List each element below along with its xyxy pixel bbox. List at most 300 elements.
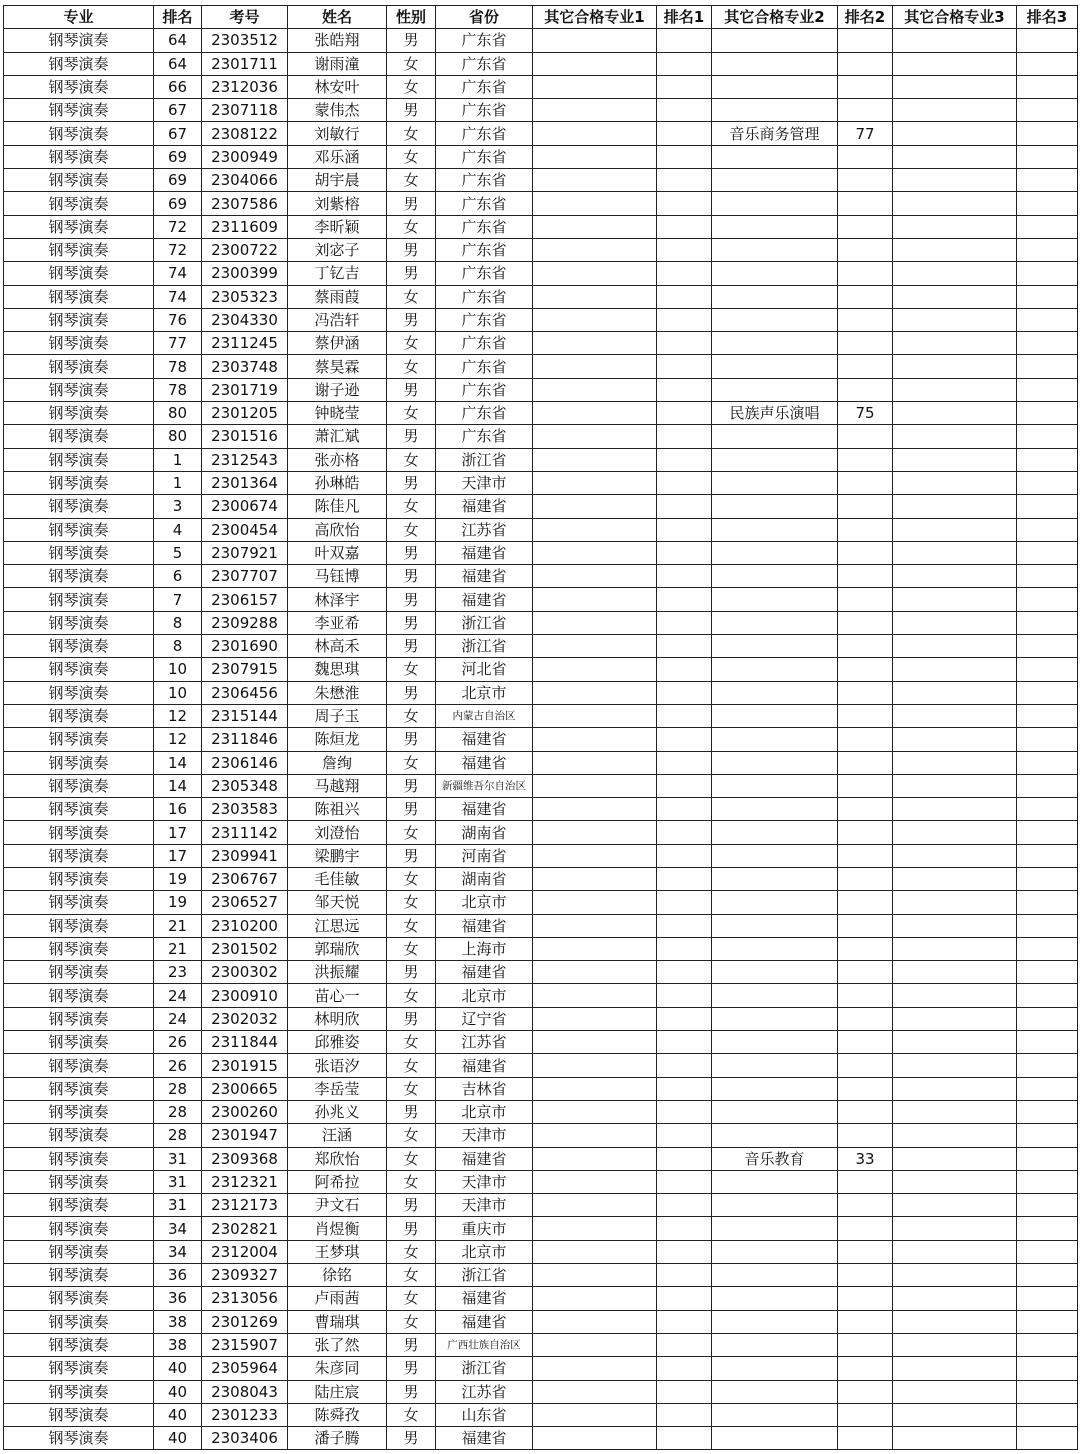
other-major-2-cell <box>712 308 838 331</box>
rank-1-cell <box>657 1333 712 1356</box>
gender-cell: 女 <box>387 332 436 355</box>
other-major-2-cell: 音乐商务管理 <box>712 122 838 145</box>
table-row <box>4 704 1078 727</box>
rank-3-cell <box>1017 914 1078 937</box>
table-row <box>4 1264 1078 1287</box>
table-row <box>4 1240 1078 1263</box>
other-major-2-cell <box>712 984 838 1007</box>
name-cell: 谢雨潼 <box>288 52 387 75</box>
rank-cell: 26 <box>154 1054 202 1077</box>
rank-2-cell <box>838 1240 893 1263</box>
name-cell: 林高禾 <box>288 635 387 658</box>
rank-2-cell <box>838 565 893 588</box>
rank-2-cell <box>838 145 893 168</box>
gender-cell: 女 <box>387 285 436 308</box>
table-row <box>4 914 1078 937</box>
exam-no-cell: 2304330 <box>202 308 288 331</box>
exam-no-cell: 2301719 <box>202 378 288 401</box>
exam-no-cell: 2312321 <box>202 1170 288 1193</box>
exam-no-cell: 2301233 <box>202 1403 288 1426</box>
col-header-exam-no: 考号 <box>202 6 288 29</box>
other-major-3-cell <box>893 1124 1017 1147</box>
other-major-1-cell <box>533 355 657 378</box>
table-row <box>4 798 1078 821</box>
name-cell: 朱懋淮 <box>288 681 387 704</box>
major-cell: 钢琴演奏 <box>4 1194 154 1217</box>
exam-no-cell: 2300302 <box>202 961 288 984</box>
rank-3-cell <box>1017 844 1078 867</box>
rank-3-cell <box>1017 215 1078 238</box>
other-major-2-cell <box>712 378 838 401</box>
gender-cell: 女 <box>387 495 436 518</box>
rank-cell: 66 <box>154 75 202 98</box>
rank-3-cell <box>1017 611 1078 634</box>
other-major-2-cell <box>712 1100 838 1123</box>
gender-cell: 男 <box>387 588 436 611</box>
other-major-3-cell <box>893 588 1017 611</box>
rank-cell: 69 <box>154 192 202 215</box>
rank-3-cell <box>1017 1310 1078 1333</box>
province-cell: 福建省 <box>436 1147 533 1170</box>
col-header-other-major-2: 其它合格专业2 <box>712 6 838 29</box>
col-header-rank-3: 排名3 <box>1017 6 1078 29</box>
header-row <box>4 6 1078 29</box>
name-cell: 李昕颖 <box>288 215 387 238</box>
rank-cell: 17 <box>154 844 202 867</box>
gender-cell: 男 <box>387 1333 436 1356</box>
other-major-2-cell <box>712 29 838 52</box>
gender-cell: 男 <box>387 1100 436 1123</box>
name-cell: 肖煜衡 <box>288 1217 387 1240</box>
province-cell: 广东省 <box>436 145 533 168</box>
table-row <box>4 448 1078 471</box>
other-major-2-cell <box>712 1240 838 1263</box>
major-cell: 钢琴演奏 <box>4 1170 154 1193</box>
rank-cell: 31 <box>154 1170 202 1193</box>
table-row <box>4 961 1078 984</box>
rank-2-cell <box>838 658 893 681</box>
exam-no-cell: 2301269 <box>202 1310 288 1333</box>
other-major-1-cell <box>533 728 657 751</box>
exam-no-cell: 2311844 <box>202 1031 288 1054</box>
other-major-1-cell <box>533 1287 657 1310</box>
rank-cell: 17 <box>154 821 202 844</box>
rank-1-cell <box>657 355 712 378</box>
other-major-3-cell <box>893 1077 1017 1100</box>
rank-cell: 28 <box>154 1124 202 1147</box>
rank-1-cell <box>657 1287 712 1310</box>
province-cell: 浙江省 <box>436 611 533 634</box>
major-cell: 钢琴演奏 <box>4 1031 154 1054</box>
gender-cell: 男 <box>387 1007 436 1030</box>
other-major-3-cell <box>893 425 1017 448</box>
gender-cell: 男 <box>387 798 436 821</box>
name-cell: 江思远 <box>288 914 387 937</box>
rank-3-cell <box>1017 1287 1078 1310</box>
rank-2-cell <box>838 471 893 494</box>
province-cell: 湖南省 <box>436 867 533 890</box>
name-cell: 陈舜孜 <box>288 1403 387 1426</box>
other-major-2-cell <box>712 1380 838 1403</box>
other-major-3-cell <box>893 169 1017 192</box>
gender-cell: 女 <box>387 1287 436 1310</box>
table-row <box>4 867 1078 890</box>
table-row <box>4 541 1078 564</box>
other-major-1-cell <box>533 99 657 122</box>
rank-cell: 12 <box>154 728 202 751</box>
other-major-3-cell <box>893 844 1017 867</box>
other-major-3-cell <box>893 681 1017 704</box>
rank-cell: 74 <box>154 262 202 285</box>
table-row <box>4 984 1078 1007</box>
rank-3-cell <box>1017 192 1078 215</box>
rank-1-cell <box>657 1357 712 1380</box>
other-major-2-cell <box>712 1031 838 1054</box>
gender-cell: 女 <box>387 1403 436 1426</box>
major-cell: 钢琴演奏 <box>4 145 154 168</box>
other-major-2-cell <box>712 1287 838 1310</box>
table-row <box>4 891 1078 914</box>
name-cell: 林泽宇 <box>288 588 387 611</box>
table-row <box>4 332 1078 355</box>
other-major-1-cell <box>533 495 657 518</box>
rank-cell: 21 <box>154 937 202 960</box>
gender-cell: 男 <box>387 99 436 122</box>
rank-1-cell <box>657 495 712 518</box>
rank-cell: 72 <box>154 215 202 238</box>
province-cell: 天津市 <box>436 1124 533 1147</box>
rank-3-cell <box>1017 1124 1078 1147</box>
name-cell: 刘澄怡 <box>288 821 387 844</box>
name-cell: 刘敏行 <box>288 122 387 145</box>
col-header-major: 专业 <box>4 6 154 29</box>
other-major-2-cell <box>712 425 838 448</box>
rank-1-cell <box>657 1147 712 1170</box>
major-cell: 钢琴演奏 <box>4 774 154 797</box>
exam-no-cell: 2312543 <box>202 448 288 471</box>
rank-cell: 31 <box>154 1194 202 1217</box>
other-major-1-cell <box>533 704 657 727</box>
name-cell: 邱雅姿 <box>288 1031 387 1054</box>
rank-2-cell <box>838 1007 893 1030</box>
rank-cell: 64 <box>154 52 202 75</box>
other-major-3-cell <box>893 658 1017 681</box>
other-major-1-cell <box>533 192 657 215</box>
rank-1-cell <box>657 728 712 751</box>
other-major-1-cell <box>533 448 657 471</box>
rank-cell: 19 <box>154 891 202 914</box>
rank-3-cell <box>1017 145 1078 168</box>
other-major-2-cell <box>712 774 838 797</box>
rank-1-cell <box>657 425 712 448</box>
rank-1-cell <box>657 1124 712 1147</box>
rank-3-cell <box>1017 1077 1078 1100</box>
rank-cell: 21 <box>154 914 202 937</box>
rank-2-cell <box>838 355 893 378</box>
rank-3-cell <box>1017 1031 1078 1054</box>
major-cell: 钢琴演奏 <box>4 448 154 471</box>
major-cell: 钢琴演奏 <box>4 1077 154 1100</box>
other-major-1-cell <box>533 658 657 681</box>
rank-cell: 14 <box>154 774 202 797</box>
other-major-3-cell <box>893 262 1017 285</box>
rank-1-cell <box>657 914 712 937</box>
province-cell: 浙江省 <box>436 1357 533 1380</box>
gender-cell: 女 <box>387 75 436 98</box>
rank-2-cell <box>838 1310 893 1333</box>
rank-2-cell: 33 <box>838 1147 893 1170</box>
table-row <box>4 821 1078 844</box>
exam-no-cell: 2303583 <box>202 798 288 821</box>
rank-1-cell <box>657 821 712 844</box>
rank-cell: 8 <box>154 611 202 634</box>
rank-2-cell <box>838 262 893 285</box>
rank-2-cell: 77 <box>838 122 893 145</box>
other-major-1-cell <box>533 1333 657 1356</box>
other-major-3-cell <box>893 914 1017 937</box>
rank-1-cell <box>657 378 712 401</box>
province-cell: 福建省 <box>436 1427 533 1450</box>
exam-no-cell: 2307915 <box>202 658 288 681</box>
rank-1-cell <box>657 1427 712 1450</box>
table-row <box>4 1100 1078 1123</box>
exam-no-cell: 2301690 <box>202 635 288 658</box>
rank-cell: 10 <box>154 658 202 681</box>
rank-2-cell <box>838 774 893 797</box>
rank-1-cell <box>657 774 712 797</box>
name-cell: 朱彦同 <box>288 1357 387 1380</box>
other-major-2-cell <box>712 798 838 821</box>
rank-2-cell <box>838 495 893 518</box>
table-row <box>4 518 1078 541</box>
other-major-1-cell <box>533 635 657 658</box>
other-major-3-cell <box>893 961 1017 984</box>
rank-1-cell <box>657 1007 712 1030</box>
table-row <box>4 99 1078 122</box>
rank-1-cell <box>657 1054 712 1077</box>
major-cell: 钢琴演奏 <box>4 1054 154 1077</box>
other-major-3-cell <box>893 29 1017 52</box>
rank-3-cell <box>1017 99 1078 122</box>
other-major-2-cell <box>712 844 838 867</box>
rank-2-cell <box>838 215 893 238</box>
major-cell: 钢琴演奏 <box>4 1124 154 1147</box>
other-major-3-cell <box>893 1427 1017 1450</box>
rank-2-cell <box>838 448 893 471</box>
gender-cell: 女 <box>387 751 436 774</box>
rank-1-cell <box>657 844 712 867</box>
major-cell: 钢琴演奏 <box>4 891 154 914</box>
rank-3-cell <box>1017 378 1078 401</box>
major-cell: 钢琴演奏 <box>4 169 154 192</box>
exam-no-cell: 2307707 <box>202 565 288 588</box>
rank-1-cell <box>657 262 712 285</box>
other-major-2-cell <box>712 1077 838 1100</box>
other-major-3-cell <box>893 518 1017 541</box>
province-cell: 北京市 <box>436 891 533 914</box>
rank-1-cell <box>657 984 712 1007</box>
rank-1-cell <box>657 681 712 704</box>
rank-2-cell <box>838 891 893 914</box>
other-major-3-cell <box>893 122 1017 145</box>
gender-cell: 男 <box>387 1380 436 1403</box>
other-major-3-cell <box>893 541 1017 564</box>
other-major-1-cell <box>533 145 657 168</box>
name-cell: 陆庄宸 <box>288 1380 387 1403</box>
rank-2-cell <box>838 821 893 844</box>
rank-3-cell <box>1017 262 1078 285</box>
gender-cell: 男 <box>387 541 436 564</box>
name-cell: 李亚希 <box>288 611 387 634</box>
major-cell: 钢琴演奏 <box>4 611 154 634</box>
other-major-3-cell <box>893 937 1017 960</box>
rank-2-cell <box>838 1287 893 1310</box>
major-cell: 钢琴演奏 <box>4 238 154 261</box>
other-major-1-cell <box>533 262 657 285</box>
exam-no-cell: 2306527 <box>202 891 288 914</box>
rank-2-cell <box>838 425 893 448</box>
rank-3-cell <box>1017 1333 1078 1356</box>
col-header-other-major-3: 其它合格专业3 <box>893 6 1017 29</box>
gender-cell: 女 <box>387 1077 436 1100</box>
exam-no-cell: 2300949 <box>202 145 288 168</box>
other-major-3-cell <box>893 355 1017 378</box>
gender-cell: 男 <box>387 774 436 797</box>
rank-cell: 36 <box>154 1264 202 1287</box>
province-cell: 福建省 <box>436 565 533 588</box>
gender-cell: 男 <box>387 844 436 867</box>
name-cell: 马钰博 <box>288 565 387 588</box>
table-row <box>4 169 1078 192</box>
gender-cell: 女 <box>387 1124 436 1147</box>
rank-3-cell <box>1017 29 1078 52</box>
other-major-1-cell <box>533 518 657 541</box>
name-cell: 陈祖兴 <box>288 798 387 821</box>
major-cell: 钢琴演奏 <box>4 495 154 518</box>
rank-1-cell <box>657 937 712 960</box>
name-cell: 毛佳敏 <box>288 867 387 890</box>
rank-cell: 16 <box>154 798 202 821</box>
table-row <box>4 145 1078 168</box>
gender-cell: 女 <box>387 914 436 937</box>
province-cell: 浙江省 <box>436 635 533 658</box>
province-cell: 广东省 <box>436 262 533 285</box>
rank-cell: 28 <box>154 1100 202 1123</box>
rank-3-cell <box>1017 751 1078 774</box>
rank-2-cell <box>838 1124 893 1147</box>
rank-cell: 12 <box>154 704 202 727</box>
other-major-2-cell <box>712 1264 838 1287</box>
rank-1-cell <box>657 611 712 634</box>
name-cell: 蔡伊涵 <box>288 332 387 355</box>
rank-1-cell <box>657 1170 712 1193</box>
province-cell: 福建省 <box>436 588 533 611</box>
rank-cell: 72 <box>154 238 202 261</box>
other-major-1-cell <box>533 122 657 145</box>
other-major-3-cell <box>893 308 1017 331</box>
major-cell: 钢琴演奏 <box>4 635 154 658</box>
other-major-3-cell <box>893 192 1017 215</box>
rank-2-cell <box>838 984 893 1007</box>
province-cell: 内蒙古自治区 <box>436 704 533 727</box>
table-row <box>4 192 1078 215</box>
other-major-3-cell <box>893 984 1017 1007</box>
other-major-1-cell <box>533 914 657 937</box>
rank-1-cell <box>657 215 712 238</box>
other-major-2-cell <box>712 99 838 122</box>
other-major-3-cell <box>893 798 1017 821</box>
name-cell: 汪涵 <box>288 1124 387 1147</box>
rank-3-cell <box>1017 425 1078 448</box>
major-cell: 钢琴演奏 <box>4 308 154 331</box>
other-major-1-cell <box>533 774 657 797</box>
name-cell: 詹绚 <box>288 751 387 774</box>
other-major-2-cell <box>712 704 838 727</box>
other-major-2-cell <box>712 518 838 541</box>
major-cell: 钢琴演奏 <box>4 1217 154 1240</box>
table-row <box>4 402 1078 425</box>
rank-1-cell <box>657 961 712 984</box>
other-major-2-cell <box>712 471 838 494</box>
rank-1-cell <box>657 471 712 494</box>
rank-cell: 77 <box>154 332 202 355</box>
table-row <box>4 1333 1078 1356</box>
other-major-3-cell <box>893 285 1017 308</box>
exam-no-cell: 2303406 <box>202 1427 288 1450</box>
province-cell: 广东省 <box>436 402 533 425</box>
other-major-1-cell <box>533 961 657 984</box>
province-cell: 新疆维吾尔自治区 <box>436 774 533 797</box>
other-major-1-cell <box>533 1217 657 1240</box>
exam-no-cell: 2305348 <box>202 774 288 797</box>
other-major-2-cell <box>712 565 838 588</box>
province-cell: 广西壮族自治区 <box>436 1333 533 1356</box>
rank-3-cell <box>1017 518 1078 541</box>
rank-cell: 14 <box>154 751 202 774</box>
table-row <box>4 52 1078 75</box>
rank-1-cell <box>657 658 712 681</box>
table-row <box>4 1287 1078 1310</box>
rank-1-cell <box>657 541 712 564</box>
rank-cell: 40 <box>154 1357 202 1380</box>
exam-no-cell: 2310200 <box>202 914 288 937</box>
col-header-name: 姓名 <box>288 6 387 29</box>
other-major-3-cell <box>893 75 1017 98</box>
gender-cell: 女 <box>387 867 436 890</box>
rank-2-cell <box>838 681 893 704</box>
province-cell: 广东省 <box>436 238 533 261</box>
rank-3-cell <box>1017 1054 1078 1077</box>
rank-cell: 78 <box>154 355 202 378</box>
rank-cell: 40 <box>154 1427 202 1450</box>
exam-no-cell: 2303748 <box>202 355 288 378</box>
major-cell: 钢琴演奏 <box>4 402 154 425</box>
other-major-1-cell <box>533 681 657 704</box>
name-cell: 刘宓子 <box>288 238 387 261</box>
rank-cell: 80 <box>154 425 202 448</box>
other-major-2-cell <box>712 588 838 611</box>
rank-cell: 10 <box>154 681 202 704</box>
exam-no-cell: 2308122 <box>202 122 288 145</box>
rank-3-cell <box>1017 1217 1078 1240</box>
gender-cell: 男 <box>387 238 436 261</box>
col-header-rank-2: 排名2 <box>838 6 893 29</box>
major-cell: 钢琴演奏 <box>4 1357 154 1380</box>
rank-2-cell <box>838 1077 893 1100</box>
rank-1-cell <box>657 192 712 215</box>
other-major-3-cell <box>893 1170 1017 1193</box>
col-header-gender: 性别 <box>387 6 436 29</box>
